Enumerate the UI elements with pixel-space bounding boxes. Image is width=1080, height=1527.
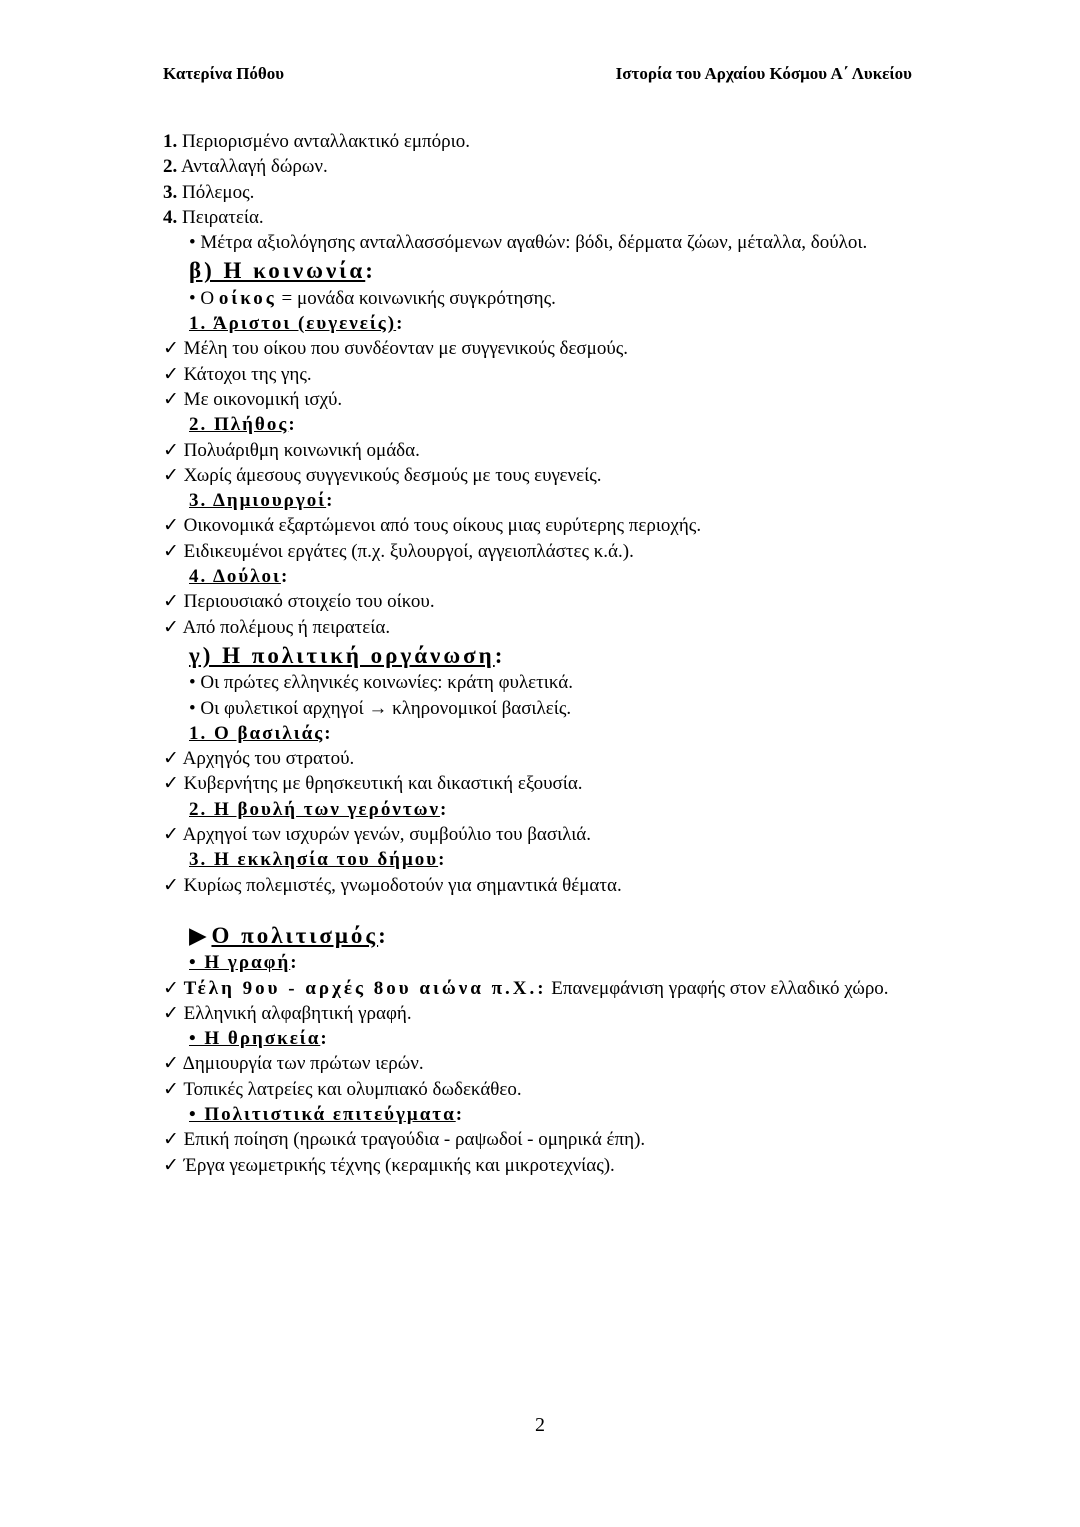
list-item — [163, 129, 915, 154]
bullet-text: • Ο — [189, 287, 219, 309]
heading-text: Ο πολιτισμός — [211, 922, 379, 948]
heading-text: 3. Η εκκλησία του δήμου — [189, 849, 439, 871]
item-text: Ανταλλαγή δώρων. — [177, 156, 328, 178]
list-item — [163, 180, 915, 205]
check-item: ✓ Με οικονομική ισχύ. — [163, 388, 343, 410]
item-text: Περιορισμένο ανταλλακτικό εμπόριο. — [177, 131, 470, 152]
heading-text: 2. Πλήθος — [189, 414, 289, 436]
play-arrow-icon: ▶ — [189, 922, 207, 948]
bullet-text: = μονάδα κοινωνικής συγκρότησης. — [276, 287, 556, 309]
item-number: 2. — [163, 156, 178, 178]
check-item: ✓ Ειδικευμένοι εργάτες (π.χ. ξυλουργοί, αγγειοπλάστες κ.ά.). — [163, 540, 634, 562]
subheading-ekklisia: 3. Η εκκλησία του δήμου: — [189, 849, 445, 871]
heading-text: 1. Άριστοι (ευγενείς) — [189, 313, 397, 335]
subheading-aristoi: 1. Άριστοι (ευγενείς): — [189, 313, 403, 335]
page-content — [163, 129, 915, 1178]
subheading-grafi: • Η γραφή: — [189, 952, 297, 974]
subheading-douloi: 4. Δούλοι: — [189, 566, 288, 588]
check-item: ✓ Έργα γεωμετρικής τέχνης (κεραμικής και μικροτεχνίας). — [163, 1154, 615, 1176]
subheading-vouli: 2. Η βουλή των γερόντων: — [189, 798, 447, 820]
bold-term: Τέλη 9ου - αρχές 8ου αιώνα π.Χ.: — [183, 977, 547, 999]
list-item — [163, 154, 915, 179]
check-item: ✓ Χωρίς άμεσους συγγενικούς δεσμούς με τους ευγενείς. — [163, 464, 602, 486]
section-heading-politics: γ) Η πολιτική οργάνωση: — [189, 642, 503, 668]
subheading-dimiourgoi: 3. Δημιουργοί: — [189, 490, 333, 512]
check-item: ✓ Μέλη του οίκου που συνδέονταν με συγγενικούς δεσμούς. — [163, 338, 629, 360]
check-item: ✓ Αρχηγοί των ισχυρών γενών, συμβούλιο του βασιλιά. — [163, 824, 592, 846]
item-text: Πειρατεία. — [177, 206, 264, 228]
header-title: Ιστορία του Αρχαίου Κόσμου Α΄ Λυκείου — [615, 64, 912, 83]
heading-text: • Η θρησκεία — [189, 1028, 321, 1050]
heading-text: γ) Η πολιτική οργάνωση — [189, 642, 495, 668]
heading-text: • Η γραφή — [189, 952, 291, 974]
item-text: Επανεμφάνιση γραφής στον ελλαδικό χώρο. — [546, 977, 889, 999]
heading-text: 1. Ο βασιλιάς — [189, 722, 325, 744]
list-item — [163, 205, 915, 230]
check-item: ✓ Τοπικές λατρείες και ολυμπιακό δωδεκάθεο. — [163, 1078, 522, 1100]
subheading-vasilias: 1. Ο βασιλιάς: — [189, 722, 331, 744]
check-item: ✓ Περιουσιακό στοιχείο του οίκου. — [163, 591, 435, 613]
check-item: ✓ Αρχηγός του στρατού. — [163, 748, 355, 770]
bold-term: οίκος — [218, 287, 277, 309]
check-item: ✓ Επική ποίηση (ηρωικά τραγούδια - ραψωδοί - ομηρικά έπη). — [163, 1129, 646, 1151]
check-item — [163, 976, 915, 1001]
heading-text: • Πολιτιστικά επιτεύγματα — [189, 1103, 456, 1125]
item-text: Πόλεμος. — [177, 181, 255, 203]
header-author: Κατερίνα Πόθου — [163, 64, 285, 83]
oikos-bullet — [163, 286, 915, 311]
bullet-item: • Οι πρώτες ελληνικές κοινωνίες: κράτη φυλετικά. — [189, 672, 574, 694]
heading-text: 3. Δημιουργοί — [189, 490, 327, 512]
section-heading-culture: ▶ Ο πολιτισμός: — [189, 922, 386, 948]
check-item: ✓ Δημιουργία των πρώτων ιερών. — [163, 1053, 424, 1075]
economy-bullet: • Μέτρα αξιολόγησης ανταλλασσόμενων αγαθών: βόδι, δέρματα ζώων, μέταλλα, δούλοι. — [189, 232, 868, 254]
check-item: ✓ Ελληνική αλφαβητική γραφή. — [163, 1002, 412, 1024]
item-number: 4. — [163, 206, 178, 228]
subheading-thriskeia: • Η θρησκεία: — [189, 1028, 327, 1050]
check-item: ✓ Πολυάριθμη κοινωνική ομάδα. — [163, 439, 420, 461]
heading-text: β) Η κοινωνία — [189, 258, 366, 284]
page-number: 2 — [535, 1414, 545, 1436]
check-item: ✓ Κάτοχοι της γης. — [163, 363, 312, 385]
item-number: 3. — [163, 181, 178, 203]
check-item: ✓ Κυβερνήτης με θρησκευτική και δικαστική εξουσία. — [163, 773, 583, 795]
section-heading-society: β) Η κοινωνία: — [189, 258, 373, 284]
check-item: ✓ Από πολέμους ή πειρατεία. — [163, 616, 391, 638]
item-number: 1. — [163, 131, 178, 152]
bullet-item: • Οι φυλετικοί αρχηγοί → κληρονομικοί βασιλείς. — [189, 697, 572, 719]
subheading-epiteugmata: • Πολιτιστικά επιτεύγματα: — [189, 1103, 463, 1125]
heading-text: 2. Η βουλή των γερόντων — [189, 798, 440, 820]
check-item: ✓ Οικονομικά εξαρτώμενοι από τους οίκους μιας ευρύτερης περιοχής. — [163, 515, 702, 537]
check-item: ✓ Κυρίως πολεμιστές, γνωμοδοτούν για σημαντικά θέματα. — [163, 874, 622, 896]
heading-text: 4. Δούλοι — [189, 566, 281, 588]
check-mark: ✓ — [163, 977, 184, 999]
subheading-plithos: 2. Πλήθος: — [189, 414, 295, 436]
